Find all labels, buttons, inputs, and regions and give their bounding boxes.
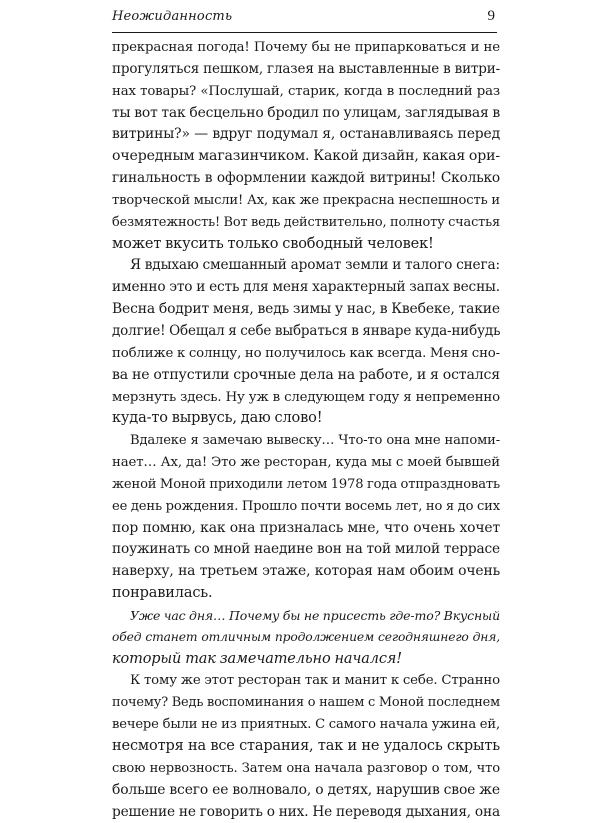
text-line: К тому же этот ресторан так и манит к себе. Странно [130,673,500,689]
text-line: несмотря на все старания, так и не удалось скрыть [112,738,500,754]
text-line: понравилась. [112,585,213,602]
text-line: долгие! Обещал я себе выбраться в январе куда-нибудь [112,322,501,339]
text-line: больше всего ее волновало, о детях, нарушив свое же [112,781,500,798]
text-line: может вкусить только свободный человек! [112,235,434,252]
text-line: именно это и есть для меня характерный запах весны. [112,279,500,296]
text-line: прогуляться пешком, глазея на выставленные в витри- [112,60,500,77]
page-number: 9 [487,8,495,24]
text-line: Я вдыхаю смешанный аромат земли и талого снега: [130,257,500,274]
text-line: поближе к солнцу, но получилось как всегда. Меня сно- [112,345,500,361]
body-text [112,37,500,823]
text-line: безмятежность! Вот ведь действительно, полноту счастья [112,214,500,230]
text-line: вечере были не из приятных. С самого начала ужина ей, [112,717,500,733]
text-line: ты вот так бесцельно бродил по улицам, заглядывая в [112,104,501,121]
text-line: ее день рождения. Прошло почти восемь лет, но я до сих [112,498,500,514]
text-line: свою нервозность. Затем она начала разговор о том, что [112,760,500,776]
text-line: Уже час дня… Почему бы не присесть где-то? Вкусный [130,607,500,623]
text-line: прекрасная погода! Почему бы не припарковаться и не [112,40,500,55]
text-line: нах товары? «Послушай, старик, когда в последний раз [112,83,500,99]
text-line: обед станет отличным продолжением сегодняшнего дня, [112,629,500,644]
text-line: куда-то вырвусь, даю слово! [112,410,323,427]
text-line: Весна бодрит меня, ведь зимы у нас, в Квебеке, такие [112,301,500,318]
text-line: решение не говорить о них. Не переводя дыхания, она [112,803,500,820]
text-line: творческой мысли! Ах, как же прекрасна неспешность и [112,192,500,208]
text-line: наверху, на третьем этаже, которая нам обоим очень [112,563,500,580]
text-line: поужинать со мной наедине вон на той милой террасе [112,541,500,558]
text-line: витрины?» — вдруг подумал я, останавливаясь перед [112,126,500,143]
text-line: женой Моной приходили летом 1978 года отпраздновать [112,476,500,492]
text-line: почему? Ведь воспоминания о нашем с Моной последнем [112,695,500,711]
text-line: который так замечательно начался! [112,650,402,667]
text-line: ва не отпустили срочные дела на работе, и я остался [112,366,500,383]
running-header [112,8,497,33]
text-line: пор помню, как она призналась мне, что очень хочет [112,519,500,536]
chapter-title: Неожиданность [112,9,233,24]
text-line: гинальность в оформлении каждой витрины! Сколько [112,170,500,187]
text-line: очередным магазинчиком. Какой дизайн, какая ори- [112,148,500,165]
text-line: Вдалеке я замечаю вывеску… Что-то она мне напоми- [130,433,500,449]
text-line: мерзнуть здесь. Ну уж в следующем году я непременно [112,389,500,405]
text-line: нает… Ах, да! Это же ресторан, куда мы с моей бывшей [112,455,500,471]
